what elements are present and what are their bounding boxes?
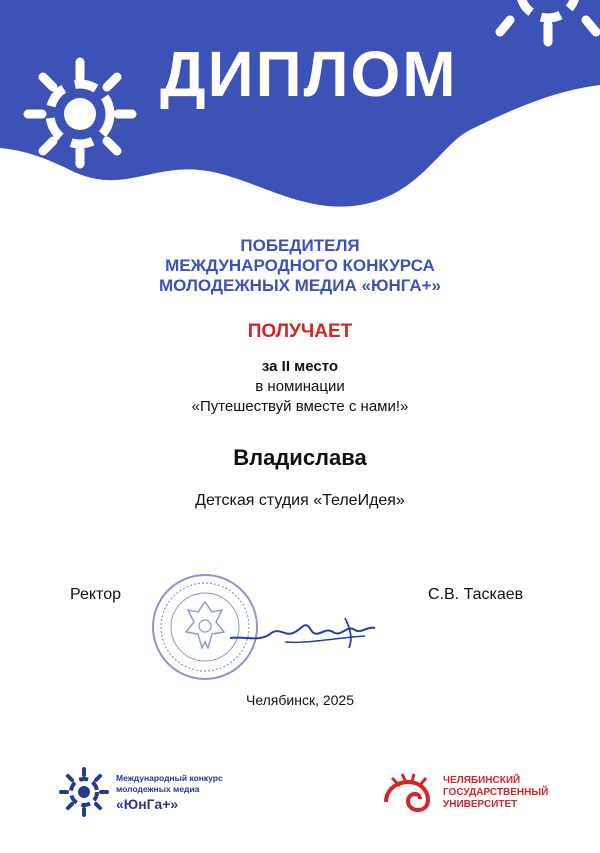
place-label: за II место (261, 358, 339, 375)
recipient-organization: Детская студия «ТелеИдея» (195, 492, 405, 509)
contest-logo-text (116, 773, 223, 813)
ship-wheel-corner-icon (490, 0, 600, 60)
university-logo-icon (378, 772, 438, 812)
winner-heading (0, 236, 600, 296)
rector-label: Ректор (70, 586, 121, 603)
university-line-3: УНИВЕРСИТЕТ (443, 799, 518, 810)
university-logo-text (443, 775, 548, 811)
contest-ship-wheel-logo (58, 766, 110, 818)
winner-line-3: МОЛОДЕЖНЫХ МЕДИА «ЮНГА+» (158, 276, 441, 295)
contest-brand: «ЮнГа+» (116, 796, 179, 812)
winner-line-1: ПОБЕДИТЕЛЯ (240, 236, 360, 255)
contest-line-2: молодежных медиа (116, 784, 200, 794)
university-line-1: ЧЕЛЯБИНСКИЙ (443, 775, 521, 786)
city-year: Челябинск, 2025 (245, 692, 355, 708)
nomination-name: «Путешествуй вместе с нами!» (191, 398, 409, 415)
ship-wheel-icon (20, 52, 140, 172)
diploma-title: ДИПЛОМ (160, 38, 458, 110)
receives-label: ПОЛУЧАЕТ (247, 321, 353, 342)
contest-line-1: Международный конкурс (116, 773, 223, 783)
rector-name: С.В. Таскаев (428, 586, 524, 603)
recipient-name: Владислава (233, 445, 367, 470)
winner-line-2: МЕЖДУНАРОДНОГО КОНКУРСА (165, 256, 435, 275)
nomination-intro: в номинации (255, 378, 345, 395)
rector-signature (225, 608, 385, 658)
university-line-2: ГОСУДАРСТВЕННЫЙ (443, 787, 549, 798)
